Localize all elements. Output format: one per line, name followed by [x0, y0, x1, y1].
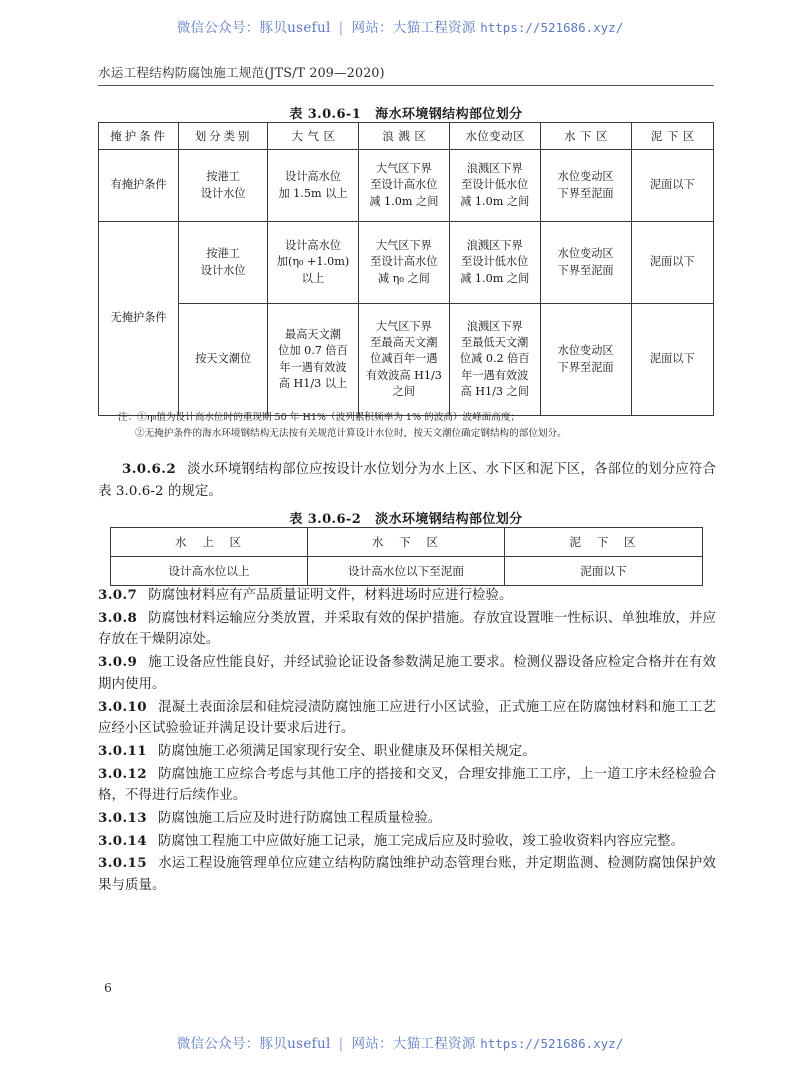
clause-text: 防腐蚀工程施工中应做好施工记录，施工完成后应及时验收，竣工验收资料内容应完整。	[158, 833, 685, 849]
table-2-header-under-water: 水 下 区	[308, 528, 505, 557]
table-row	[99, 222, 714, 304]
clause-number: 3.0.8	[98, 609, 138, 626]
table-fresh-water-steel-zoning	[110, 527, 703, 586]
clause-text: 防腐蚀材料运输应分类放置，并采取有效的保护措施。存放宜设置唯一性标识、单独堆放，并应存放在干燥阴凉处。	[98, 610, 716, 648]
clause-3-0-12	[98, 764, 716, 807]
clause-3-0-14	[98, 831, 716, 853]
clause-text: 防腐蚀材料应有产品质量证明文件，材料进场时应进行检验。	[148, 588, 513, 603]
cell-atmosphere-r1: 设计高水位 加 1.5m 以上	[268, 150, 359, 222]
watermark-url: https://521686.xyz/	[480, 1036, 624, 1051]
cell-underwater-r1: 水位变动区 下界至泥面	[540, 150, 631, 222]
table-1-header-splash: 浪 溅 区	[358, 123, 449, 150]
clause-number: 3.0.15	[98, 855, 147, 872]
table-row	[99, 150, 714, 222]
table-1-caption-title: 海水环境钢结构部位划分	[375, 107, 523, 122]
table-sea-water-steel-zoning	[98, 122, 714, 416]
clause-3-0-13	[98, 808, 716, 830]
watermark-prefix: 微信公众号：豚贝useful	[176, 20, 331, 36]
clause-text: 淡水环境钢结构部位应按设计水位划分为水上区、水下区和泥下区，各部位的划分应符合表 3.0.6-2 的规定。	[98, 462, 716, 499]
running-head-rule	[98, 85, 714, 86]
table-1-header-underwater: 水 下 区	[540, 123, 631, 150]
cell-above-water-value: 设计高水位以上	[111, 557, 308, 586]
watermark-separator: |	[338, 20, 344, 36]
cell-mud-r2: 泥面以下	[631, 222, 713, 304]
table-1-note-2: ②无掩护条件的海水环境钢结构无法按有关规范计算设计水位时，按天文潮位确定钢结构的部位划分。	[135, 428, 567, 440]
table-1-caption	[98, 103, 714, 122]
cell-category-r2: 按港工 设计水位	[179, 222, 268, 304]
clause-text: 防腐蚀施工应综合考虑与其他工序的搭接和交叉，合理安排施工工序，上一道工序未经检验合格，不得进行后续作业。	[98, 766, 716, 804]
table-row	[99, 304, 714, 416]
table-2-caption-number: 表 3.0.6-2	[289, 512, 362, 527]
table-1-header-tidal: 水位变动区	[449, 123, 540, 150]
clause-number: 3.0.14	[98, 832, 147, 849]
table-2-caption	[98, 508, 714, 527]
clause-number: 3.0.11	[98, 742, 147, 759]
watermark-bottom	[0, 1032, 800, 1052]
table-2-caption-title: 淡水环境钢结构部位划分	[375, 512, 523, 527]
watermark-top	[0, 16, 800, 36]
table-row	[111, 557, 703, 586]
cell-category-r1: 按港工 设计水位	[179, 150, 268, 222]
cell-splash-r1: 大气区下界 至设计高水位 减 1.0m 之间	[358, 150, 449, 222]
table-1-notes	[118, 410, 718, 443]
table-1-header-category: 划分类别	[179, 123, 268, 150]
clause-number: 3.0.12	[98, 765, 147, 782]
clause-3-0-8	[98, 608, 716, 651]
clause-text: 混凝土表面涂层和硅烷浸渍防腐蚀施工应进行小区试验，正式施工应在防腐蚀材料和施工工艺应经小区试验验证并满足设计要求后进行。	[98, 699, 716, 737]
cell-mud-r1: 泥面以下	[631, 150, 713, 222]
watermark-site-label: 网站：大猫工程资源	[351, 20, 476, 36]
watermark-site-label: 网站：大猫工程资源	[351, 1036, 476, 1052]
clause-text: 水运工程设施管理单位应建立结构防腐蚀维护动态管理台账，并定期监测、检测防腐蚀保护效果与质量。	[98, 856, 716, 894]
cell-underwater-r2: 水位变动区 下界至泥面	[540, 222, 631, 304]
cell-shelter-unsheltered: 无掩护条件	[99, 222, 179, 416]
clause-3-0-6-2	[98, 459, 716, 503]
clause-paragraph	[98, 459, 716, 502]
page-number: 6	[104, 980, 112, 995]
cell-tidal-r2: 浪溅区下界 至设计低水位 减 1.0m 之间	[449, 222, 540, 304]
table-header-row	[99, 123, 714, 150]
table-2-header-above-water: 水 上 区	[111, 528, 308, 557]
watermark-separator: |	[338, 1036, 344, 1052]
table-1-header-shelter: 掩护条件	[99, 123, 179, 150]
running-head	[98, 62, 714, 86]
cell-shelter-sheltered: 有掩护条件	[99, 150, 179, 222]
clause-number: 3.0.10	[98, 698, 147, 715]
table-header-row	[111, 528, 703, 557]
clause-number: 3.0.6.2	[122, 461, 177, 477]
table-2-header-under-mud: 泥 下 区	[505, 528, 703, 557]
watermark-prefix: 微信公众号：豚贝useful	[176, 1036, 331, 1052]
cell-tidal-r1: 浪溅区下界 至设计低水位 减 1.0m 之间	[449, 150, 540, 222]
cell-under-water-value: 设计高水位以下至泥面	[308, 557, 505, 586]
running-head-text: 水运工程结构防腐蚀施工规范(JTS/T 209—2020)	[98, 65, 385, 80]
clause-text: 防腐蚀施工后应及时进行防腐蚀工程质量检验。	[158, 811, 442, 827]
cell-atmosphere-r2: 设计高水位 加(η₀ +1.0m) 以上	[268, 222, 359, 304]
clause-3-0-15	[98, 853, 716, 896]
clause-number: 3.0.13	[98, 810, 147, 827]
clause-number: 3.0.7	[98, 587, 138, 603]
clause-number: 3.0.9	[98, 654, 138, 671]
cell-mud-r3: 泥面以下	[631, 304, 713, 416]
cell-atmosphere-r3: 最高天文潮 位加 0.7 倍百 年一遇有效波 高 H1/3 以上	[268, 304, 359, 416]
cell-splash-r3: 大气区下界 至最高天文潮 位减百年一遇 有效波高 H1/3 之间	[358, 304, 449, 416]
cell-under-mud-value: 泥面以下	[505, 557, 703, 586]
clause-text: 施工设备应性能良好，并经试验论证设备参数满足施工要求。检测仪器设备应检定合格并在有效期内使用。	[98, 655, 716, 692]
table-1-caption-number: 表 3.0.6-1	[289, 107, 362, 122]
watermark-url: https://521686.xyz/	[480, 20, 624, 35]
clause-text: 防腐蚀施工必须满足国家现行安全、职业健康及环保相关规定。	[158, 743, 536, 759]
clause-3-0-9	[98, 652, 716, 695]
clause-3-0-11	[98, 741, 716, 763]
table-1-header-atmosphere: 大 气 区	[268, 123, 359, 150]
clause-3-0-7	[98, 585, 716, 607]
cell-splash-r2: 大气区下界 至设计高水位 减 η₀ 之间	[358, 222, 449, 304]
clause-list	[98, 585, 716, 898]
cell-category-r3: 按天文潮位	[179, 304, 268, 416]
cell-tidal-r3: 浪溅区下界 至最低天文潮 位减 0.2 倍百 年一遇有效波 高 H1/3 之间	[449, 304, 540, 416]
table-1-note-1: 注：①η₀值为设计高水位时的重现期 50 年 H1%（波列累积频率为 1% 的波高）波峰面高度；	[118, 412, 521, 423]
table-1-header-mud: 泥 下 区	[631, 123, 713, 150]
clause-3-0-10	[98, 697, 716, 740]
cell-underwater-r3: 水位变动区 下界至泥面	[540, 304, 631, 416]
